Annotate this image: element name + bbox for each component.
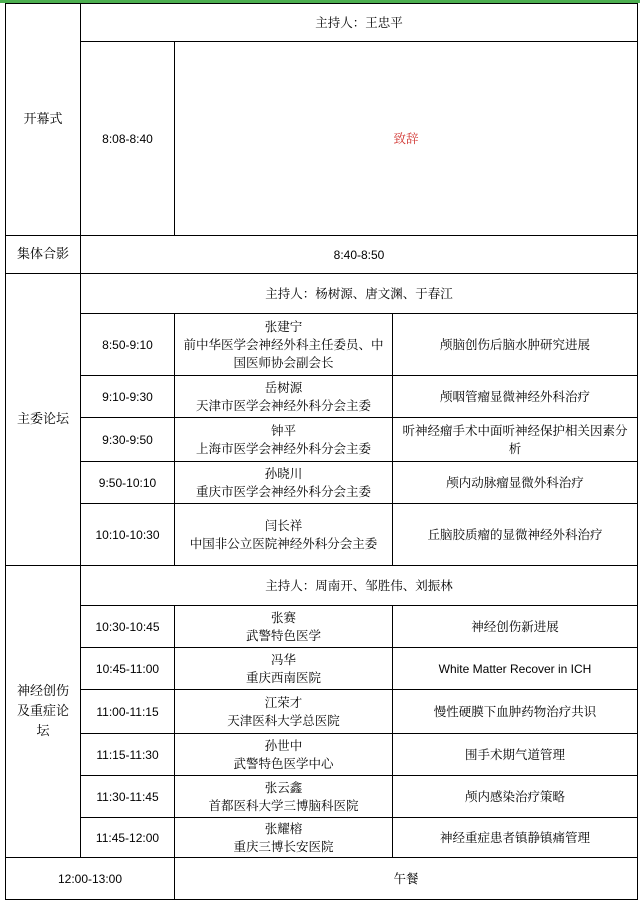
table-row	[6, 418, 638, 462]
table-row	[6, 462, 638, 504]
speaker-cell	[175, 376, 393, 418]
table-row	[6, 648, 638, 690]
speaker-affiliation: 武警特色医学	[245, 627, 321, 643]
speaker-name: 江荣才	[264, 694, 303, 710]
speaker-name: 张耀榕	[264, 820, 303, 836]
speaker-affiliation: 前中华医学会神经外科主任委员、中国医师协会副会长	[183, 336, 384, 370]
speaker-name: 孙晓川	[264, 465, 303, 481]
speaker-name: 张赛	[270, 609, 296, 625]
lunch-time: 12:00-13:00	[6, 858, 175, 900]
speaker-cell	[175, 504, 393, 566]
talk-topic: White Matter Recover in ICH	[393, 648, 638, 690]
speaker-cell	[175, 418, 393, 462]
speaker-cell	[175, 314, 393, 376]
speaker-affiliation: 天津医科大学总医院	[227, 712, 340, 728]
table-row	[6, 818, 638, 858]
talk-topic: 慢性硬膜下血肿药物治疗共识	[393, 690, 638, 734]
speaker-cell	[175, 776, 393, 818]
speaker-affiliation: 武警特色医学中心	[233, 755, 334, 771]
speaker-affiliation: 首都医科大学三博脑科医院	[208, 797, 359, 813]
opening-host: 主持人：王忠平	[81, 4, 638, 42]
trauma-host: 主持人：周南开、邹胜伟、刘振林	[81, 566, 638, 606]
trauma-host-row	[6, 566, 638, 606]
opening-item: 致辞	[175, 42, 638, 236]
talk-topic: 颅内感染治疗策略	[393, 776, 638, 818]
talk-topic: 听神经瘤手术中面听神经保护相关因素分析	[393, 418, 638, 462]
session-time: 11:00-11:15	[81, 690, 175, 734]
session-time: 10:45-11:00	[81, 648, 175, 690]
talk-topic: 神经创伤新进展	[393, 606, 638, 648]
session-time: 8:50-9:10	[81, 314, 175, 376]
session-time: 9:10-9:30	[81, 376, 175, 418]
session-time: 9:30-9:50	[81, 418, 175, 462]
table-row	[6, 776, 638, 818]
speaker-name: 张建宁	[264, 318, 303, 334]
group-photo-row	[6, 236, 638, 274]
lunch-row	[6, 858, 638, 900]
speaker-affiliation: 上海市医学会神经外科分会主委	[195, 440, 371, 456]
speaker-cell	[175, 818, 393, 858]
table-row	[6, 734, 638, 776]
schedule-table	[5, 3, 638, 900]
session-time: 11:15-11:30	[81, 734, 175, 776]
speaker-name: 钟平	[270, 422, 296, 438]
trauma-section-label-line: 坛	[36, 723, 50, 739]
lunch-item: 午餐	[175, 858, 638, 900]
trauma-section-label-line: 及重症论	[16, 703, 69, 719]
opening-host-row	[6, 4, 638, 42]
group-photo-time: 8:40-8:50	[81, 236, 638, 274]
session-time: 11:45-12:00	[81, 818, 175, 858]
speaker-affiliation: 重庆市医学会神经外科分会主委	[195, 483, 371, 499]
table-row	[6, 376, 638, 418]
speaker-affiliation: 中国非公立医院神经外科分会主委	[189, 535, 378, 551]
session-time: 11:30-11:45	[81, 776, 175, 818]
speaker-name: 冯华	[270, 651, 296, 667]
speaker-name: 张云鑫	[264, 779, 303, 795]
speaker-affiliation: 天津市医学会神经外科分会主委	[195, 397, 371, 413]
talk-topic: 围手术期气道管理	[393, 734, 638, 776]
speaker-cell	[175, 648, 393, 690]
session-time: 10:30-10:45	[81, 606, 175, 648]
session-time: 9:50-10:10	[81, 462, 175, 504]
opening-section-label: 开幕式	[6, 4, 81, 236]
opening-item-row	[6, 42, 638, 236]
talk-topic: 颅内动脉瘤显微外科治疗	[393, 462, 638, 504]
speaker-name: 闫长祥	[264, 517, 303, 533]
group-photo-section-label: 集体合影	[6, 236, 81, 274]
session-time: 10:10-10:30	[81, 504, 175, 566]
table-row	[6, 314, 638, 376]
talk-topic: 丘脑胶质瘤的显微神经外科治疗	[393, 504, 638, 566]
trauma-section-label-line: 神经创伤	[16, 683, 69, 699]
speaker-cell	[175, 734, 393, 776]
table-row	[6, 504, 638, 566]
speaker-name: 孙世中	[264, 737, 303, 753]
talk-topic: 颅脑创伤后脑水肿研究进展	[393, 314, 638, 376]
speaker-affiliation: 重庆西南医院	[245, 669, 321, 685]
committee-host-row	[6, 274, 638, 314]
opening-time: 8:08-8:40	[81, 42, 175, 236]
speaker-affiliation: 重庆三博长安医院	[233, 838, 334, 854]
talk-topic: 神经重症患者镇静镇痛管理	[393, 818, 638, 858]
table-row	[6, 690, 638, 734]
talk-topic: 颅咽管瘤显微神经外科治疗	[393, 376, 638, 418]
speaker-cell	[175, 462, 393, 504]
speaker-cell	[175, 606, 393, 648]
speaker-cell	[175, 690, 393, 734]
trauma-section-label	[6, 566, 81, 858]
committee-host: 主持人：杨树源、唐文渊、于春江	[81, 274, 638, 314]
speaker-name: 岳树源	[264, 379, 303, 395]
table-row	[6, 606, 638, 648]
committee-section-label: 主委论坛	[6, 274, 81, 566]
